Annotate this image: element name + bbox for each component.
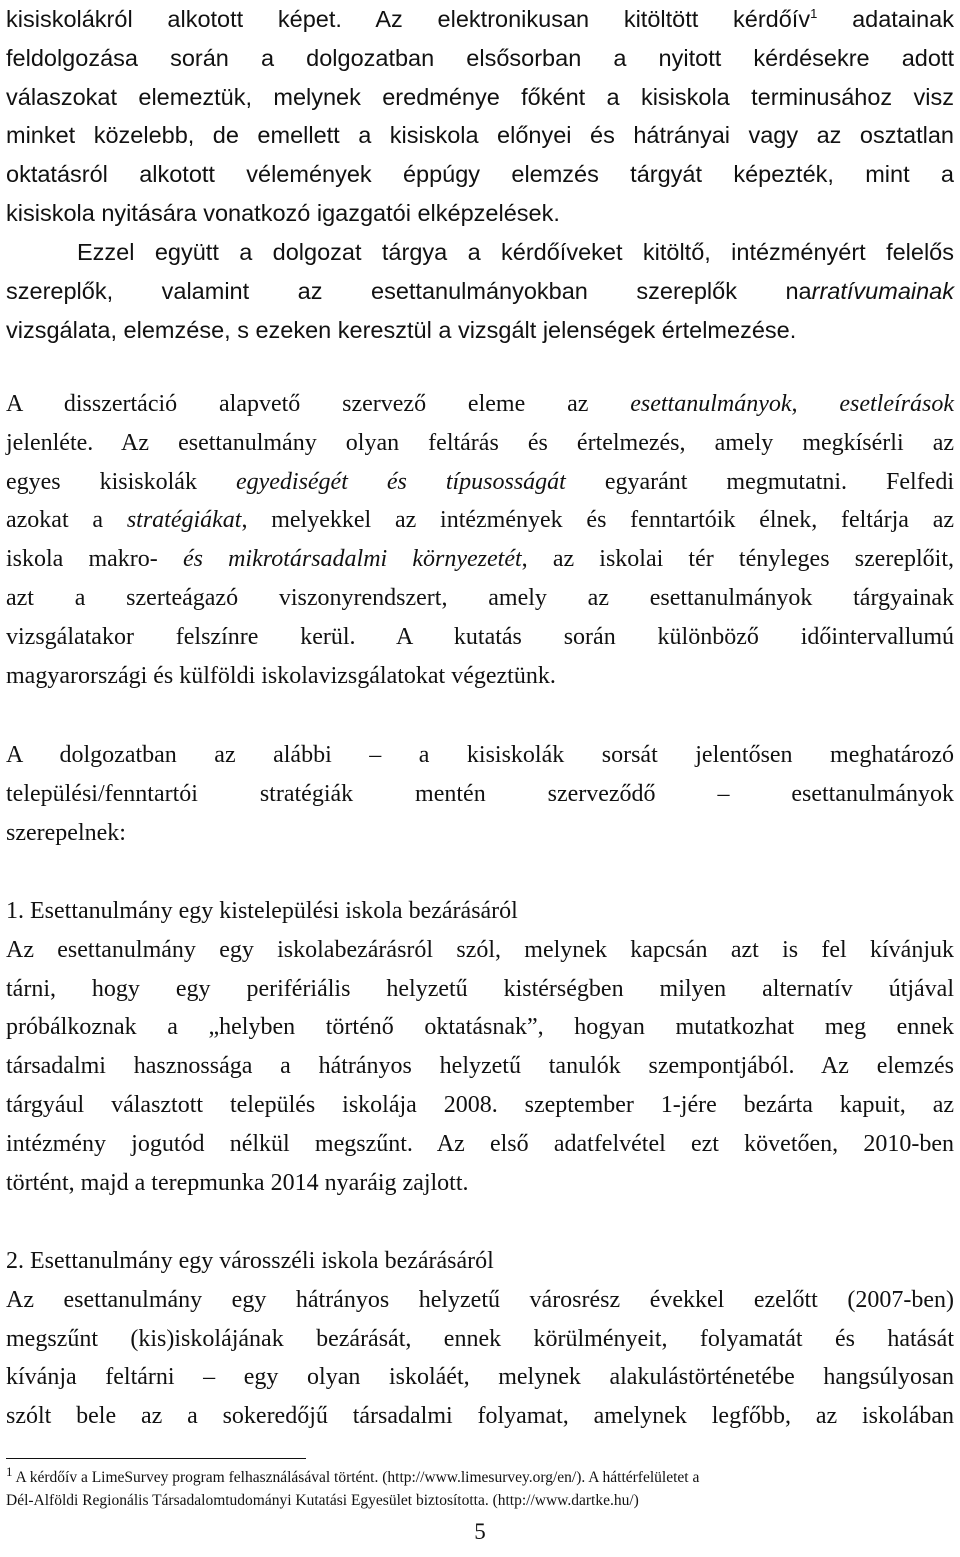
- text-line: jelenléte. Az esettanulmány olyan feltárás és értelmezés, amely megkísérli az: [6, 429, 954, 456]
- text-span: , melyekkel az intézmények és fenntartóik élnek, feltárja az: [241, 507, 954, 534]
- text-span: A disszertáció alapvető szervező eleme az: [6, 391, 631, 417]
- text-line: kívánja feltárni – egy olyan iskoláét, melynek alakulástörténetébe hangsúlyosan: [6, 1364, 954, 1391]
- footnote-line: [6, 1463, 956, 1489]
- text-line: A dolgozatban az alábbi – a kisiskolák sorsát jelentősen meghatározó: [6, 742, 954, 768]
- text-line: oktatásról alkotott vélemények éppúgy elemzés tárgyát képezték, mint a: [6, 161, 954, 188]
- section-title: 2. Esettanulmány egy városszéli iskola bezárásáról: [6, 1248, 494, 1274]
- text-span: iskola makro-: [6, 546, 183, 573]
- italic-span: rratívumainak: [811, 277, 954, 304]
- text-line: vizsgálatakor felszínre kerül. A kutatás során különböző időintervallumú: [6, 623, 954, 650]
- text-line: kisiskola nyitására vonatkozó igazgatói elképzelések.: [6, 199, 560, 226]
- text-line: Ezzel együtt a dolgozat tárgya a kérdőíveket kitöltő, intézményért felelős: [77, 239, 954, 265]
- text-span: egyes kisiskolák: [6, 468, 236, 495]
- page-number: 5: [474, 1519, 486, 1544]
- section-title: 1. Esettanulmány egy kistelepülési iskola bezárásáról: [6, 898, 518, 924]
- text-line: [6, 501, 954, 540]
- text-line: [6, 272, 954, 311]
- text-line: történt, majd a terepmunka 2014 nyaráig zajlott.: [6, 1169, 469, 1196]
- text-line: települési/fenntartói stratégiák mentén szerveződő – esettanulmányok: [6, 780, 954, 807]
- paragraph-intro: [6, 0, 954, 233]
- text-span: szereplők, valamint az esettanulmányokban szereplők na: [6, 277, 812, 304]
- text-span: , az iskolai tér tényleges szereplőit,: [521, 546, 954, 573]
- footnote-text: A kérdőív a LimeSurvey program felhasználásával történt. (http://www.limesurvey.org/en/). A háttérfelületet a: [12, 1469, 700, 1486]
- text-line: megszűnt (kis)iskolájának bezárását, ennek körülményeit, folyamatát és hatását: [6, 1325, 954, 1352]
- italic-span: esettanulmányok, esetleírások: [630, 391, 955, 417]
- text-line: [6, 463, 954, 502]
- italic-span: és mikrotársadalmi környezetét: [182, 546, 522, 573]
- text-line: válaszokat elemeztük, melynek eredménye főként a kisiskola terminusához visz: [6, 83, 954, 110]
- text-line: [6, 540, 954, 579]
- text-line: minket közelebb, de emellett a kisiskola előnyei és hátrányai vagy az osztatlan: [6, 122, 954, 149]
- footnote-marker: 1: [6, 1463, 13, 1479]
- paragraph-list-intro: [6, 736, 954, 852]
- text-line: Az esettanulmány egy iskolabezárásról szól, melynek kapcsán azt is fel kívánjuk: [6, 936, 954, 963]
- text-line: feldolgozása során a dolgozatban elsősorban a nyitott kérdésekre adott: [6, 44, 954, 71]
- italic-span: egyediségét és típusosságát: [235, 468, 566, 495]
- text-span: kisiskolákról alkotott képet. Az elektronikusan kitöltött kérdőív: [6, 6, 811, 32]
- text-line: próbálkoznak a „helyben történő oktatásnak”, hogyan mutatkozhat meg ennek: [6, 1014, 954, 1041]
- text-line: Az esettanulmány egy hátrányos helyzetű városrész évekkel ezelőtt (2007-ben): [6, 1286, 954, 1313]
- text-line: intézmény jogutód nélkül megszűnt. Az első adatfelvétel ezt követően, 2010-ben: [6, 1130, 954, 1157]
- footnote-ref: 1: [810, 6, 818, 22]
- footnote-divider: [6, 1458, 306, 1459]
- text-line: vizsgálata, elemzése, s ezeken keresztül a vizsgált jelenségek értelmezése.: [6, 316, 797, 343]
- section-case-study-1: [6, 892, 954, 1202]
- text-line: szerepelnek:: [6, 819, 126, 846]
- text-line: [6, 0, 954, 39]
- text-line: tárni, hogy egy perifériális helyzetű kistérségben milyen alternatív útjával: [6, 975, 954, 1002]
- text-line: társadalmi hasznossága a hátrányos helyzetű tanulók szempontjából. Az elemzés: [6, 1053, 954, 1080]
- text-line: tárgyául választott település iskolája 2008. szeptember 1-jére bezárta kapuit, az: [6, 1091, 954, 1118]
- section-case-study-2: [6, 1242, 954, 1436]
- text-span: egyaránt megmutatni. Felfedi: [565, 468, 955, 495]
- text-line: azt a szerteágazó viszonyrendszert, amely az esettanulmányok tárgyainak: [6, 584, 954, 611]
- italic-span: stratégiákat: [126, 507, 242, 534]
- text-line: magyarországi és külföldi iskolavizsgálatokat végeztünk.: [6, 662, 556, 689]
- text-line: szólt bele az a sokeredőjű társadalmi folyamat, amelynek legfőbb, az iskolában: [6, 1403, 954, 1430]
- text-span: adatainak: [817, 6, 954, 32]
- footnote-line: Dél-Alföldi Regionális Társadalomtudományi Kutatási Egyesület biztosította. (http://www.dartke.hu/): [6, 1492, 639, 1509]
- paragraph-case-studies: [6, 385, 954, 695]
- paragraph-subject: [6, 233, 954, 349]
- text-span: azokat a: [6, 507, 127, 534]
- text-line: [6, 385, 954, 424]
- footnote: [6, 1463, 956, 1512]
